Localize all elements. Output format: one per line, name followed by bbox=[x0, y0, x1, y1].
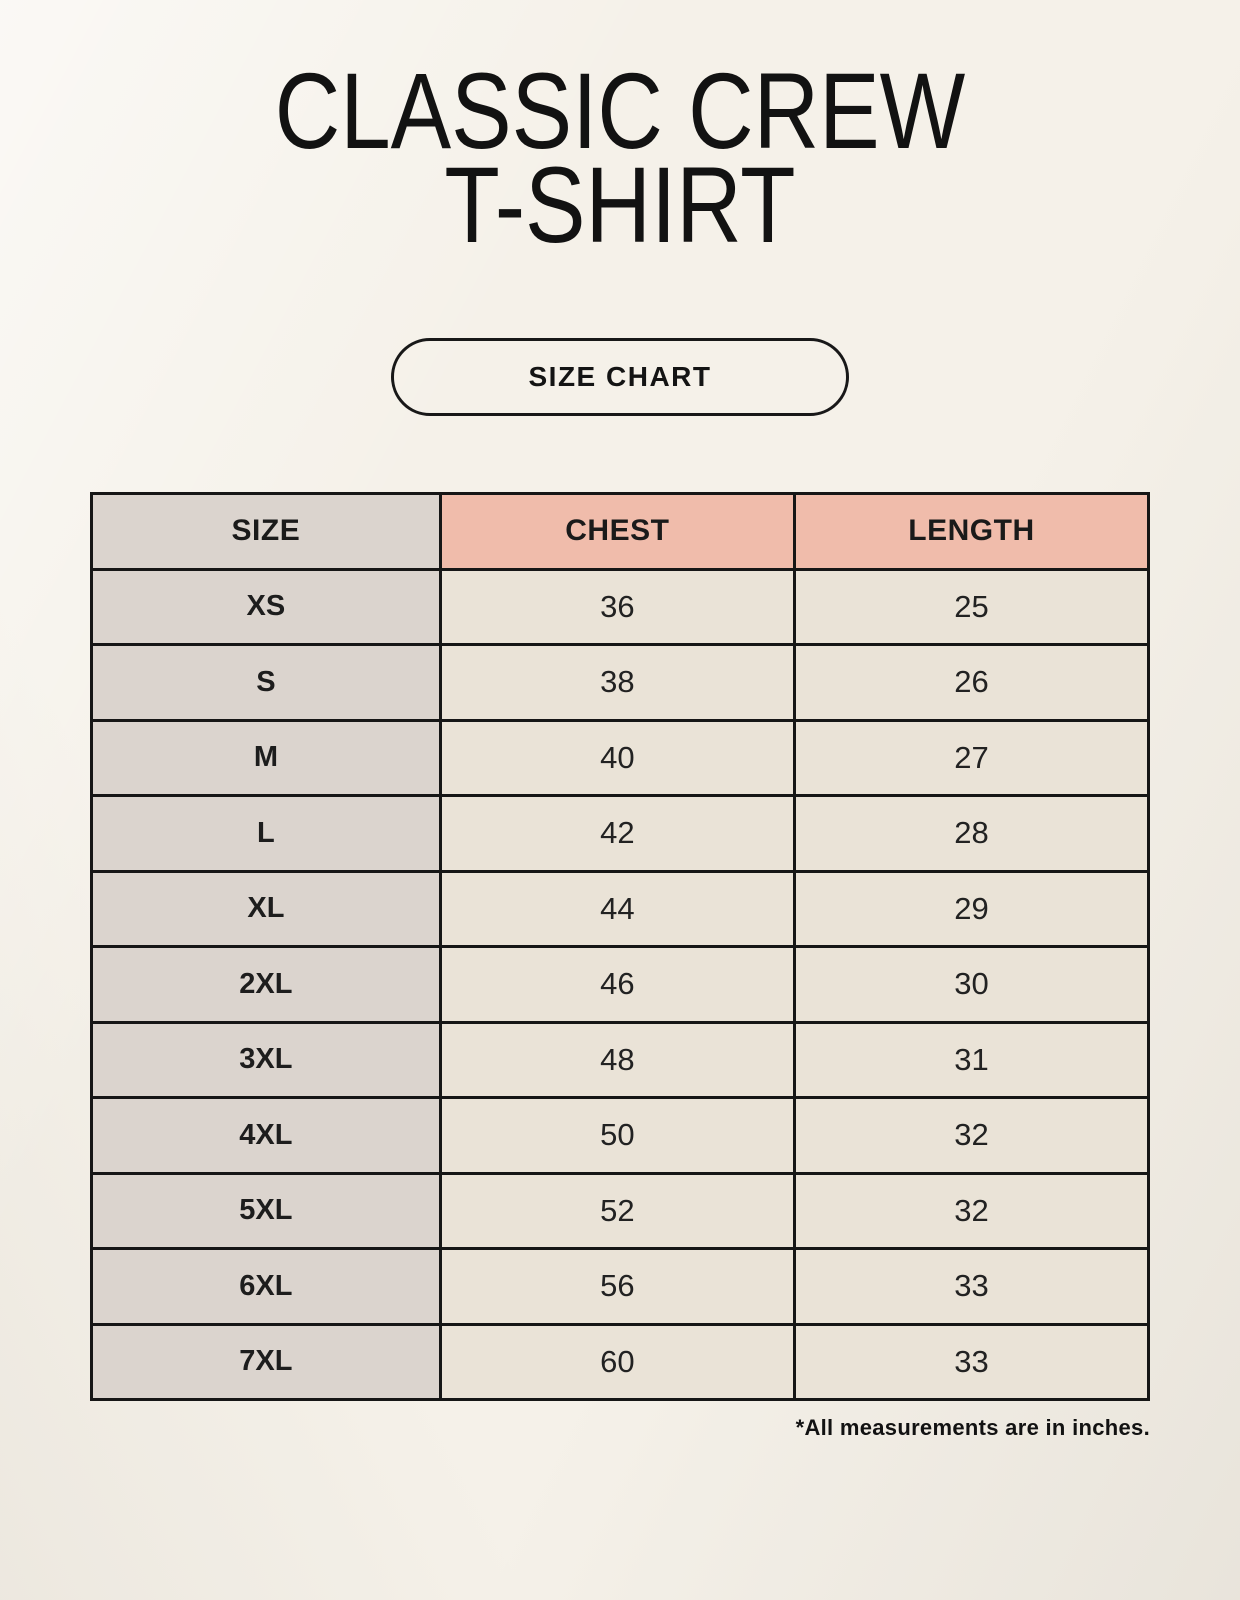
table-row bbox=[92, 1022, 1149, 1098]
length-cell: 31 bbox=[794, 1022, 1148, 1098]
length-cell: 33 bbox=[794, 1249, 1148, 1325]
length-cell: 29 bbox=[794, 871, 1148, 947]
column-header-length: LENGTH bbox=[794, 494, 1148, 570]
page-title bbox=[99, 0, 1141, 265]
size-cell: 4XL bbox=[92, 1098, 441, 1174]
chest-cell: 46 bbox=[440, 947, 794, 1023]
table-header-row bbox=[92, 494, 1149, 570]
size-cell: 2XL bbox=[92, 947, 441, 1023]
chest-cell: 42 bbox=[440, 796, 794, 872]
chest-cell: 56 bbox=[440, 1249, 794, 1325]
length-cell: 28 bbox=[794, 796, 1148, 872]
table-row bbox=[92, 947, 1149, 1023]
size-chart-badge[interactable]: SIZE CHART bbox=[391, 338, 849, 416]
chest-cell: 36 bbox=[440, 569, 794, 645]
length-cell: 33 bbox=[794, 1324, 1148, 1400]
chest-cell: 50 bbox=[440, 1098, 794, 1174]
size-cell: XL bbox=[92, 871, 441, 947]
table-row bbox=[92, 1249, 1149, 1325]
size-cell: 5XL bbox=[92, 1173, 441, 1249]
size-cell: M bbox=[92, 720, 441, 796]
size-cell: XS bbox=[92, 569, 441, 645]
table-row bbox=[92, 720, 1149, 796]
table-row bbox=[92, 645, 1149, 721]
page-title-line-2: T-SHIRT bbox=[444, 144, 796, 265]
chest-cell: 44 bbox=[440, 871, 794, 947]
table-row bbox=[92, 796, 1149, 872]
size-cell: 3XL bbox=[92, 1022, 441, 1098]
table-row bbox=[92, 1173, 1149, 1249]
chest-cell: 52 bbox=[440, 1173, 794, 1249]
size-cell: L bbox=[92, 796, 441, 872]
size-cell: 6XL bbox=[92, 1249, 441, 1325]
table-row bbox=[92, 1324, 1149, 1400]
size-chart-table bbox=[90, 492, 1150, 1401]
length-cell: 26 bbox=[794, 645, 1148, 721]
column-header-size: SIZE bbox=[92, 494, 441, 570]
table-row bbox=[92, 1098, 1149, 1174]
length-cell: 27 bbox=[794, 720, 1148, 796]
chest-cell: 40 bbox=[440, 720, 794, 796]
column-header-chest: CHEST bbox=[440, 494, 794, 570]
chest-cell: 60 bbox=[440, 1324, 794, 1400]
measurements-footnote: *All measurements are in inches. bbox=[795, 1415, 1150, 1440]
chest-cell: 38 bbox=[440, 645, 794, 721]
size-cell: 7XL bbox=[92, 1324, 441, 1400]
size-cell: S bbox=[92, 645, 441, 721]
chest-cell: 48 bbox=[440, 1022, 794, 1098]
table-row bbox=[92, 871, 1149, 947]
length-cell: 32 bbox=[794, 1098, 1148, 1174]
table-row bbox=[92, 569, 1149, 645]
length-cell: 32 bbox=[794, 1173, 1148, 1249]
length-cell: 30 bbox=[794, 947, 1148, 1023]
length-cell: 25 bbox=[794, 569, 1148, 645]
page-title-line-1: CLASSIC CREW bbox=[274, 50, 966, 171]
